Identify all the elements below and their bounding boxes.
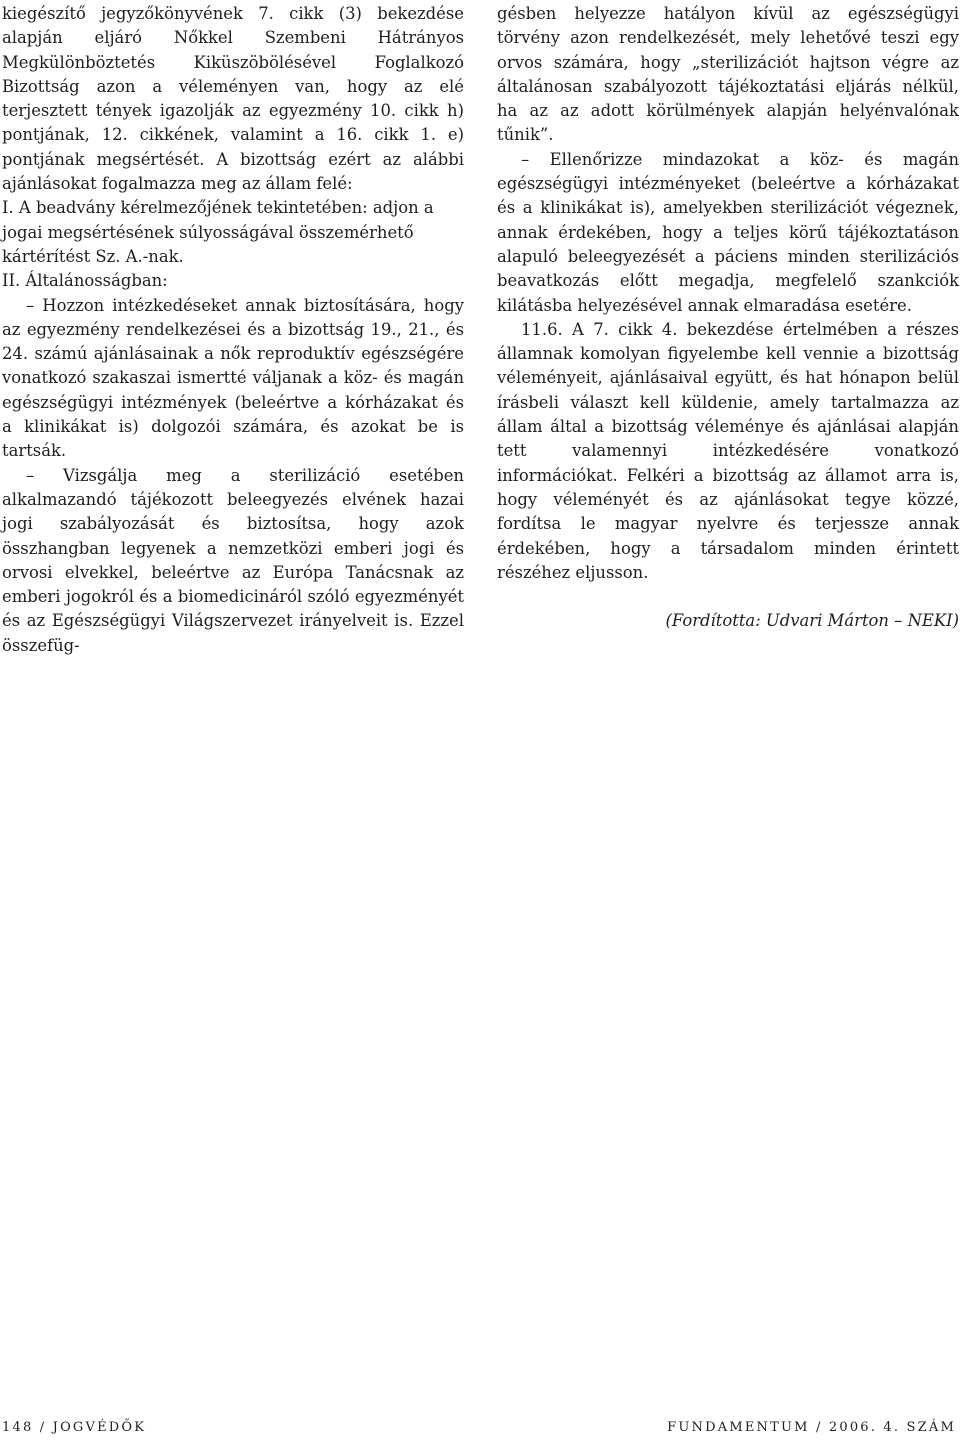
paragraph-opinion: kiegészítő jegyzőkönyvének 7. cikk (3) bekezdése alapján eljáró Nőkkel Szembeni Hátrányos Megkülönböztetés Kiküszöbölésével Foglalkozó Bizottság azon a véleményen van, hogy az elé terjesztett tények igazolják az egyezmény 10. cikk h) pontjának, 12. cikkének, valamint a 16. cikk 1. e) pontjának megsértését. A bizottság ezért az alábbi ajánlásokat fogalmazza meg az állam felé: [2, 4, 464, 194]
recommendation-general-heading: II. Általánosságban: [2, 271, 168, 291]
right-column [497, 2, 959, 633]
footer-journal-issue: FUNDAMENTUM / 2006. 4. SZÁM [667, 1420, 956, 1435]
paragraph-continuation: gésben helyezze hatályon kívül az egészségügyi törvény azon rendelkezését, mely lehetővé teszi egy orvos számára, hogy „sterilizációt hajtson végre az általánosan szabályozott tájékoztatási eljárás nélkül, ha az az adott körülmények alapján helyénvalónak tűnik”. [497, 4, 959, 145]
recommendation-general-1: – Hozzon intézkedéseket annak biztosítására, hogy az egyezmény rendelkezései és a bizottság 19., 21., és 24. számú ajánlásainak a nők reproduktív egészségére vonatkozó szakaszai ismertté váljanak a köz- és magán egészségügyi intézmények (beleértve a kórházakat és a klinikákat is) dolgozói számára, és azokat be is tartsák. [2, 295, 464, 461]
left-column [2, 2, 464, 658]
recommendation-general-2: – Vizsgálja meg a sterilizáció esetében alkalmazandó tájékozott beleegyezés elvének hazai jogi szabályozását és biztosítsa, hogy azok összhangban legyenek a nemzetközi emberi jogi és orvosi elvekkel, beleértve az Európa Tanácsnak az emberi jogokról és a biomedicináról szóló egyezményét és az Egészségügyi Világszervezet irányelveit is. Ezzel összefüg- [2, 465, 464, 655]
footer-section-label: 148 / JOGVÉDŐK [2, 1420, 147, 1435]
recommendation-individual: I. A beadvány kérelmezőjének tekintetében: adjon a jogai megsértésének súlyosságával összemérhető kártérítést Sz. A.-nak. [2, 198, 434, 266]
translator-credit: (Fordította: Udvari Márton – NEKI) [665, 611, 959, 631]
recommendation-general-3: – Ellenőrizze mindazokat a köz- és magán egészségügyi intézményeket (beleértve a kórházakat és a klinikákat is), amelyekben sterilizációt végeznek, annak érdekében, hogy a teljes körű tájékoztatáson alapuló beleegyezését a páciens minden sterilizációs beavatkozás előtt megadja, megfelelő szankciók kilátásba helyezésével annak elmaradása esetére. [497, 149, 959, 315]
paragraph-11-6: 11.6. A 7. cikk 4. bekezdése értelmében a részes államnak komolyan figyelembe kell vennie a bizottság véleményeit, ajánlásaival együtt, és hat hónapon belül írásbeli választ kell küldenie, amely tartalmazza az állam által a bizottság véleménye és ajánlásai alapján tett valamennyi intézkedésére vonatkozó információkat. Felkéri a bizottság az államot arra is, hogy véleményét és az ajánlásokat tegye közzé, fordítsa le magyar nyelvre és terjessze annak érdekében, hogy a társadalom minden érintett részéhez eljusson. [497, 319, 959, 582]
